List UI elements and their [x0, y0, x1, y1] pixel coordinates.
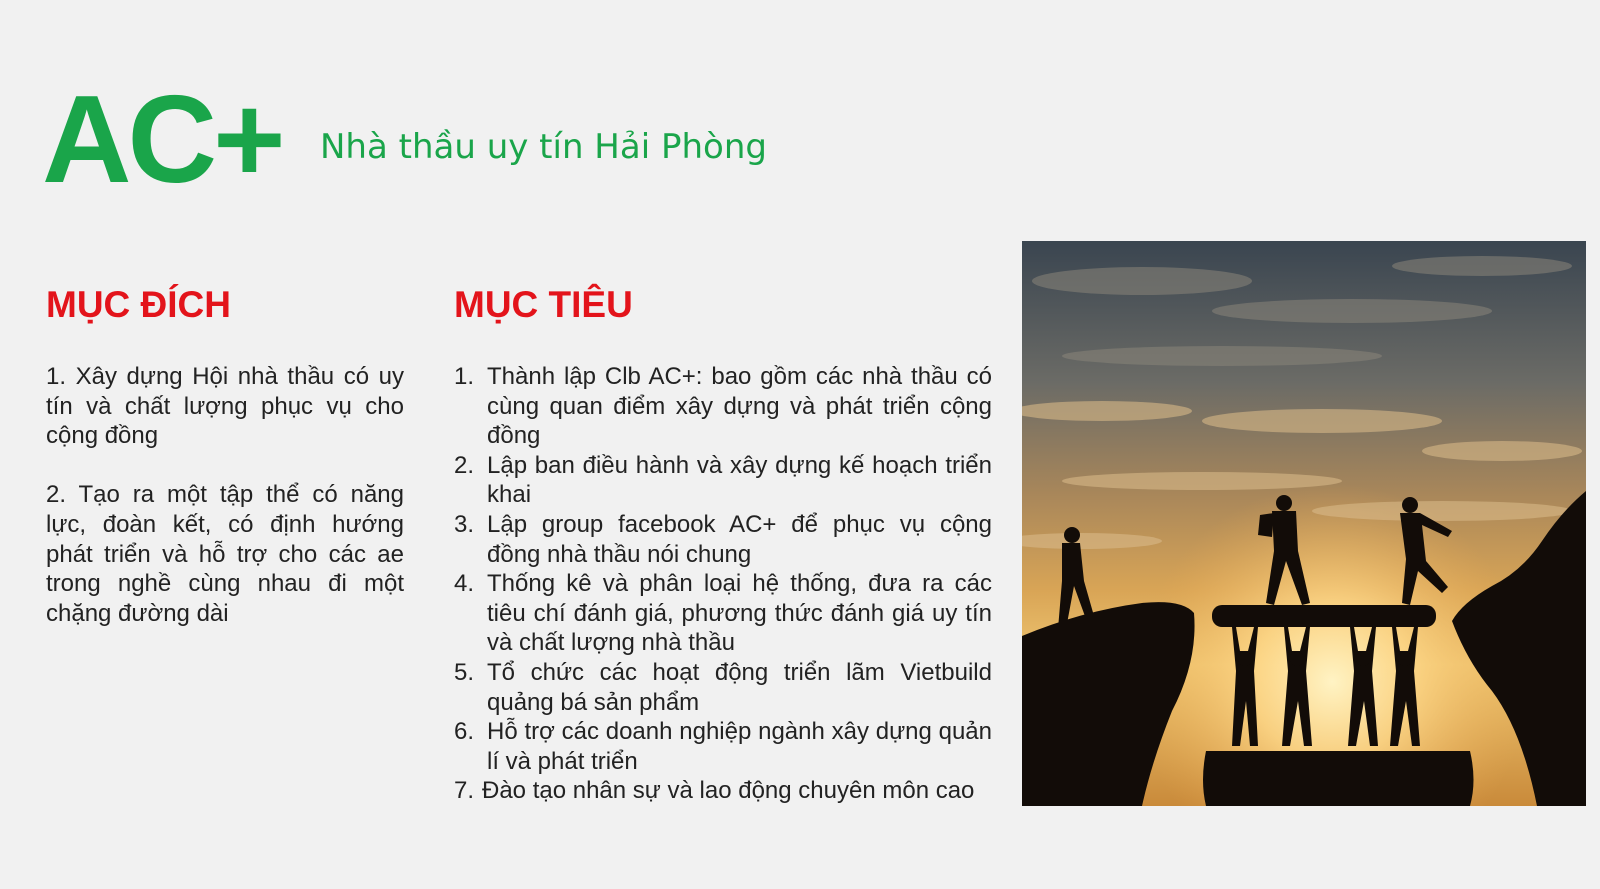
goal-text: Thành lập Clb AC+: bao gồm các nhà thầu có cùng quan điểm xây dựng và phát triển cộng đồng — [487, 363, 992, 450]
purpose-item: 2. Tạo ra một tập thể có năng lực, đoàn kết, có định hướng phát triển và hỗ trợ cho các ae trong nghề cùng nhau đi một chặng đường dài — [46, 481, 404, 627]
goals-list — [454, 362, 992, 806]
goal-number: 2. — [454, 451, 475, 479]
goal-item — [454, 717, 992, 776]
goal-text: Tổ chức các hoạt động triển lãm Vietbuild quảng bá sản phẩm — [487, 658, 992, 716]
goal-number: 4. — [454, 570, 475, 598]
goal-number: 5. — [454, 658, 475, 686]
teamwork-photo — [1022, 241, 1586, 806]
goals-heading: MỤC TIÊU — [454, 284, 633, 325]
purpose-heading: MỤC ĐÍCH — [46, 284, 231, 325]
goal-item — [454, 510, 992, 569]
goal-text: Thống kê và phân loại hệ thống, đưa ra các tiêu chí đánh giá, phương thức đánh giá uy tín và chất lượng nhà thầu — [487, 570, 992, 657]
goal-text: Lập group facebook AC+ để phục vụ cộng đồng nhà thầu nói chung — [487, 510, 992, 568]
goal-item — [454, 776, 992, 806]
purpose-list — [46, 362, 404, 658]
goal-number: 1. — [454, 363, 475, 390]
goal-item — [454, 362, 992, 451]
goal-item — [454, 658, 992, 717]
tagline: Nhà thầu uy tín Hải Phòng — [320, 127, 767, 167]
logo-ac-plus: AC+ — [42, 71, 282, 209]
goal-text: Đào tạo nhân sự và lao động chuyên môn cao — [482, 777, 975, 805]
goal-number: 6. — [454, 718, 475, 746]
goal-number: 7. — [454, 777, 475, 805]
goal-item — [454, 569, 992, 658]
teamwork-silhouette-image — [1022, 241, 1586, 806]
goal-text: Lập ban điều hành và xây dựng kế hoạch triển khai — [487, 451, 992, 509]
goal-number: 3. — [454, 510, 475, 538]
purpose-item: 1. Xây dựng Hội nhà thầu có uy tín và chất lượng phục vụ cho cộng đồng — [46, 363, 404, 450]
goal-item — [454, 451, 992, 510]
goal-text: Hỗ trợ các doanh nghiệp ngành xây dựng quản lí và phát triển — [487, 718, 992, 775]
